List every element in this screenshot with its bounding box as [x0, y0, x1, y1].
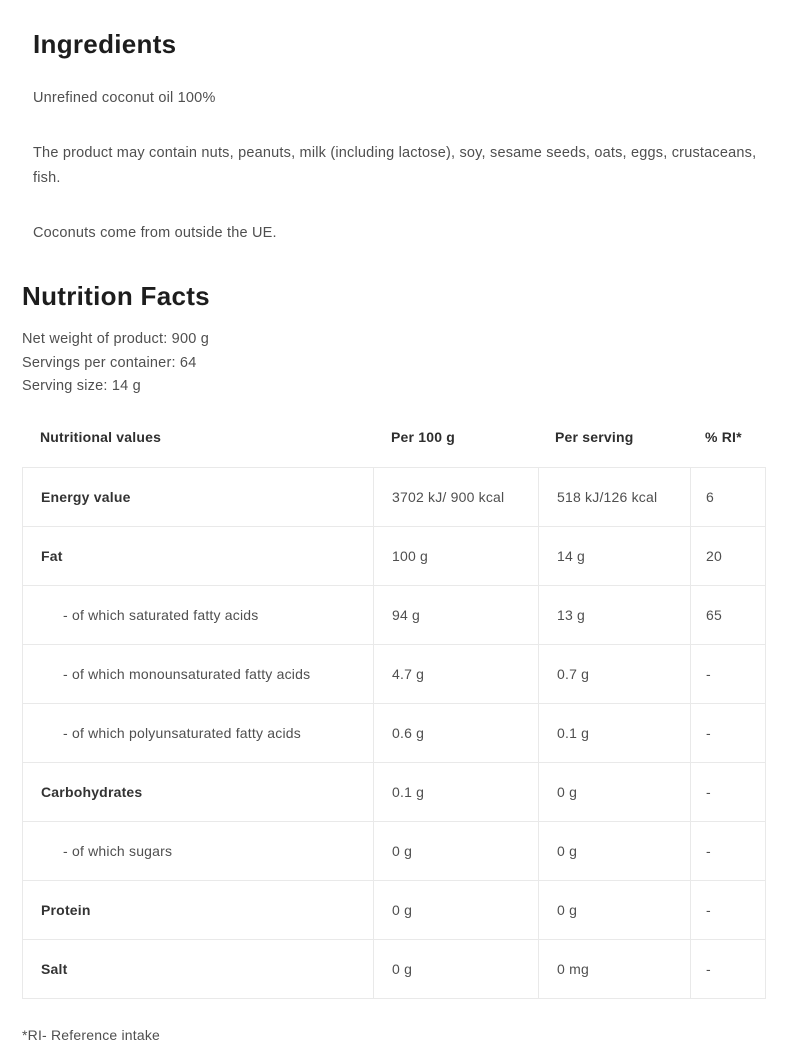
allergen-paragraph: The product may contain nuts, peanuts, milk (including lactose), soy, sesame seeds, oats, eggs, crustaceans, fish. [33, 145, 757, 186]
column-header-per-100g: Per 100 g [391, 428, 456, 445]
nutrient-sublabel: - of which saturated fatty acids [23, 585, 374, 644]
per-100g-value: 3702 kJ/ 900 kcal [374, 467, 539, 526]
serving-size-line: Serving size: 14 g [22, 378, 141, 394]
per-100g-value: 0 g [374, 880, 539, 939]
origin-paragraph: Coconuts come from outside the UE. [33, 225, 277, 241]
ri-percent-value: 6 [691, 467, 766, 526]
column-header-nutritional-values: Nutritional values [40, 428, 162, 445]
ingredients-title: Ingredients [33, 29, 177, 59]
net-weight-line: Net weight of product: 900 g [22, 331, 209, 347]
nutrition-table [22, 467, 766, 999]
ri-percent-value: - [691, 703, 766, 762]
ri-percent-value: - [691, 762, 766, 821]
nutrient-sublabel: - of which polyunsaturated fatty acids [23, 703, 374, 762]
servings-per-container-line: Servings per container: 64 [22, 354, 197, 371]
nutrient-label: Salt [23, 939, 374, 998]
per-100g-value: 0.1 g [374, 762, 539, 821]
per-100g-value: 94 g [374, 585, 539, 644]
table-row-sugars [23, 821, 766, 880]
per-serving-value: 0 g [539, 762, 691, 821]
nutrient-sublabel: - of which monounsaturated fatty acids [23, 644, 374, 703]
table-row-carbohydrates [23, 762, 766, 821]
per-serving-value: 13 g [539, 585, 691, 644]
table-row-salt [23, 939, 766, 998]
table-row-saturated-fat [23, 585, 766, 644]
nutrient-sublabel: - of which sugars [23, 821, 374, 880]
serving-meta [22, 328, 765, 399]
nutrition-facts-title: Nutrition Facts [22, 281, 210, 311]
per-serving-value: 518 kJ/126 kcal [539, 467, 691, 526]
ri-percent-value: 20 [691, 526, 766, 585]
column-header-ri-percent: % RI* [705, 428, 742, 445]
per-100g-value: 0 g [374, 939, 539, 998]
column-header-per-serving: Per serving [555, 428, 634, 445]
table-row-fat [23, 526, 766, 585]
nutrition-facts-section [0, 246, 791, 1043]
nutrient-label: Carbohydrates [23, 762, 374, 821]
ri-percent-value: - [691, 821, 766, 880]
per-serving-value: 0.1 g [539, 703, 691, 762]
per-100g-value: 0.6 g [374, 703, 539, 762]
ri-percent-value: - [691, 644, 766, 703]
ri-percent-value: 65 [691, 585, 766, 644]
nutrient-label: Energy value [23, 467, 374, 526]
per-100g-value: 0 g [374, 821, 539, 880]
per-100g-value: 100 g [374, 526, 539, 585]
table-row-monounsaturated-fat [23, 644, 766, 703]
nutrient-label: Protein [23, 880, 374, 939]
per-serving-value: 0 g [539, 821, 691, 880]
table-row-protein [23, 880, 766, 939]
nutrition-table-header [22, 429, 765, 445]
per-serving-value: 0 g [539, 880, 691, 939]
ri-percent-value: - [691, 939, 766, 998]
ingredients-section [0, 0, 791, 246]
nutrient-label: Fat [23, 526, 374, 585]
reference-intake-footnote: *RI- Reference intake [22, 1026, 161, 1043]
per-serving-value: 14 g [539, 526, 691, 585]
per-100g-value: 4.7 g [374, 644, 539, 703]
ingredients-paragraph: Unrefined coconut oil 100% [33, 90, 216, 106]
per-serving-value: 0.7 g [539, 644, 691, 703]
ri-percent-value: - [691, 880, 766, 939]
table-row-polyunsaturated-fat [23, 703, 766, 762]
table-row-energy [23, 467, 766, 526]
per-serving-value: 0 mg [539, 939, 691, 998]
